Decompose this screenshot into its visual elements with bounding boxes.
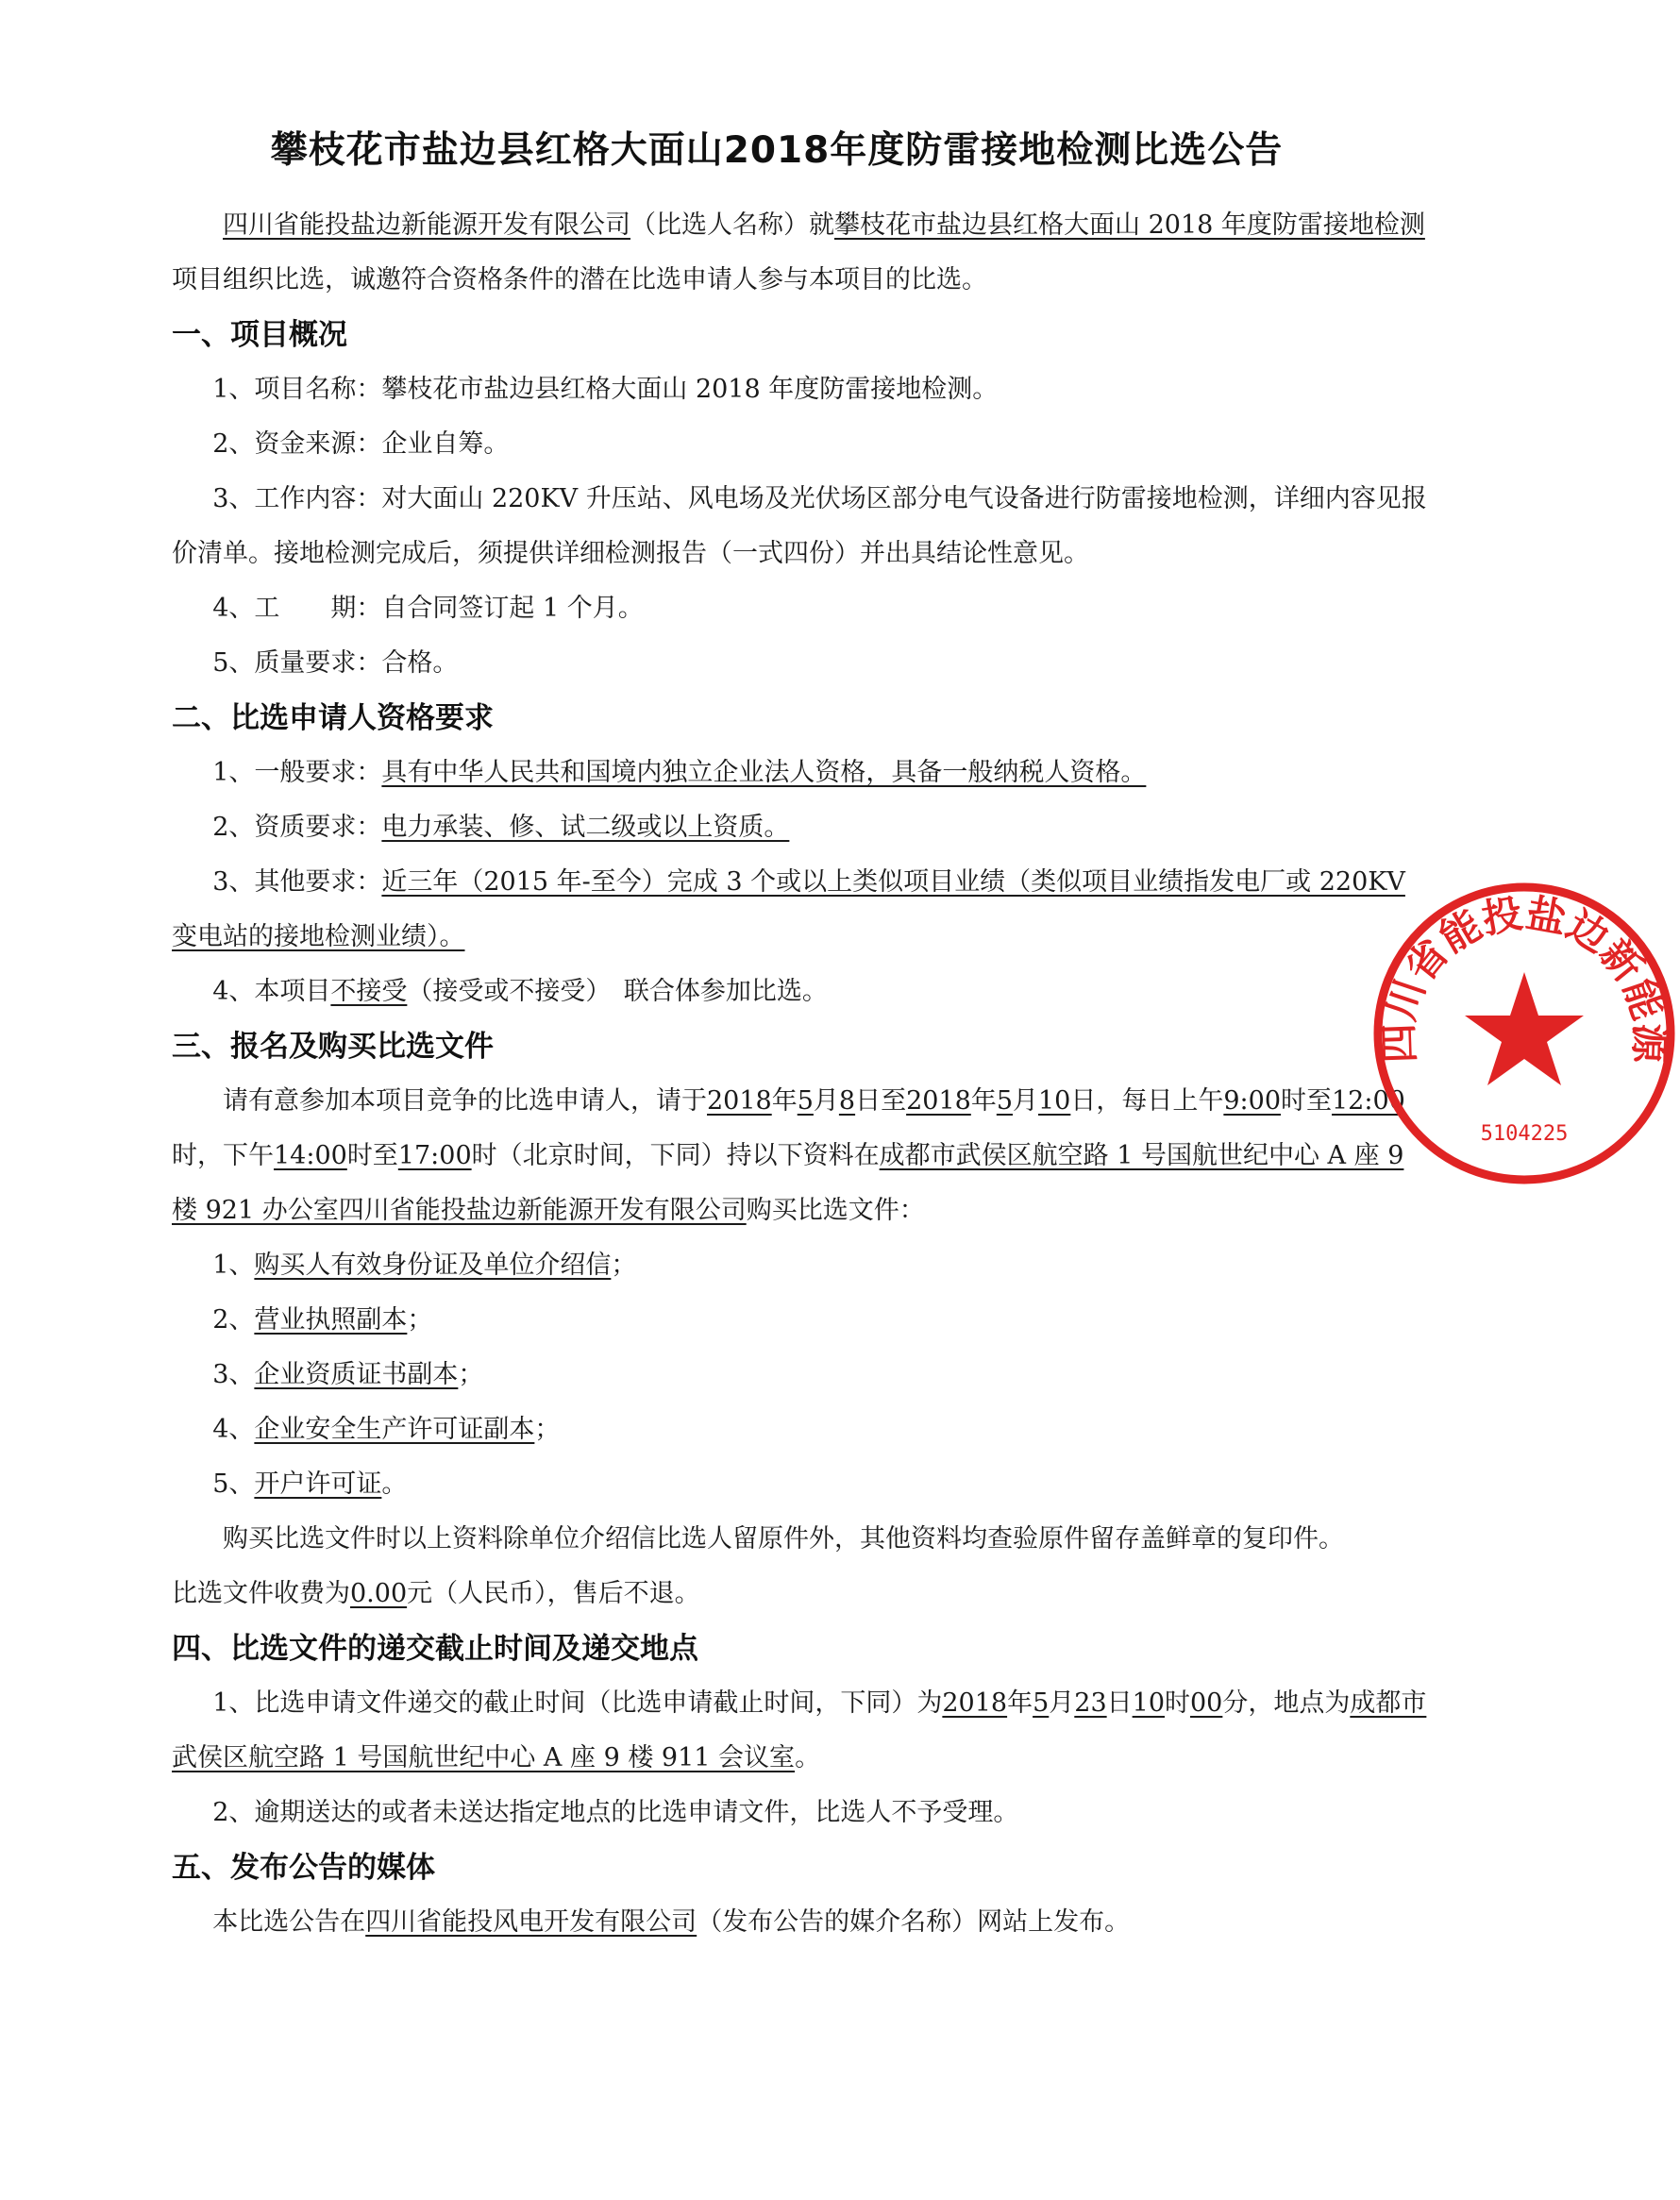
s2-item-2: 2、资质要求：电力承装、修、试二级或以上资质。 <box>212 813 790 842</box>
s2-item-4: 4、本项目不接受（接受或不接受） 联合体参加比选。 <box>212 977 828 1006</box>
page-title: 攀枝花市盐边县红格大面山2018年度防雷接地检测比选公告 <box>270 129 1284 172</box>
bidder-name: 四川省能投盐边新能源开发有限公司 <box>223 210 630 240</box>
s5-paragraph: 本比选公告在四川省能投风电开发有限公司（发布公告的媒介名称）网站上发布。 <box>212 1907 1131 1937</box>
s3-material-2: 2、营业执照副本； <box>212 1305 433 1335</box>
s3-paragraph: 请有意参加本项目竞争的比选申请人，请于2018年5月8日至2018年5月10日，每日上午9:00时至12:00时，下午14:00时至17:00时（北京时间，下同）持以下资料在成都市武侯区航空路 1 号国航世纪中心 A 座 9 楼 921 办公室四川省能投盐边新能源开发有限公司购买比选文件： <box>172 1086 1405 1225</box>
s1-item-1: 1、项目名称：攀枝花市盐边县红格大面山 2018 年度防雷接地检测。 <box>212 375 999 404</box>
seal-code: 5104225 <box>1480 1122 1569 1146</box>
s2-item-3: 3、其他要求：近三年（2015 年-至今）完成 3 个或以上类似项目业绩（类似项目业绩指发电厂或 220KV 变电站的接地检测业绩）。 <box>172 867 1405 951</box>
purchase-address: 成都市武侯区航空路 1 号国航世纪中心 A 座 9 楼 921 办公室四川省能投盐边新能源开发有限公司 <box>172 1141 1404 1225</box>
section-4-heading: 四、比选文件的递交截止时间及递交地点 <box>172 1632 698 1666</box>
s3-material-3: 3、企业资质证书副本； <box>212 1360 484 1389</box>
submission-place: 成都市武侯区航空路 1 号国航世纪中心 A 座 9 楼 911 会议室 <box>172 1688 1427 1772</box>
seal-star-icon <box>1465 972 1584 1085</box>
seal-text: 四川省能投盐边新能源 <box>1375 889 1673 1065</box>
s1-item-5: 5、质量要求：合格。 <box>212 648 459 678</box>
s4-item-1: 1、比选申请文件递交的截止时间（比选申请截止时间，下同）为2018年5月23日10时00分，地点为成都市武侯区航空路 1 号国航世纪中心 A 座 9 楼 911 会议室。 <box>172 1688 1427 1772</box>
s4-item-2: 2、逾期送达的或者未送达指定地点的比选申请文件，比选人不予受理。 <box>212 1798 1019 1827</box>
s3-material-1: 1、购买人有效身份证及单位介绍信； <box>212 1251 637 1280</box>
intro-paragraph: 四川省能投盐边新能源开发有限公司（比选人名称）就攀枝花市盐边县红格大面山 2018 年度防雷接地检测项目组织比选，诚邀符合资格条件的潜在比选申请人参与本项目的比选。 <box>172 210 1425 294</box>
s1-item-3: 3、工作内容：对大面山 220KV 升压站、风电场及光伏场区部分电气设备进行防雷接地检测，详细内容见报价清单。接地检测完成后，须提供详细检测报告（一式四份）并出具结论性意见。 <box>172 484 1427 568</box>
document-body <box>172 198 1427 1950</box>
s1-item-4: 4、工 期：自合同签订起 1 个月。 <box>212 594 644 623</box>
s3-fee: 比选文件收费为0.00元（人民币），售后不退。 <box>172 1579 700 1608</box>
section-2-heading: 二、比选申请人资格要求 <box>172 701 494 735</box>
section-1-heading: 一、项目概况 <box>172 318 347 352</box>
s3-note: 购买比选文件时以上资料除单位介绍信比选人留原件外，其他资料均查验原件留存盖鲜章的复印件。 <box>223 1524 1344 1553</box>
project-name: 攀枝花市盐边县红格大面山 2018 年度防雷接地检测 <box>834 210 1425 240</box>
s3-material-5: 5、开户许可证。 <box>212 1469 408 1499</box>
s1-item-2: 2、资金来源：企业自筹。 <box>212 429 510 459</box>
s3-material-4: 4、企业安全生产许可证副本； <box>212 1415 561 1444</box>
section-5-heading: 五、发布公告的媒体 <box>172 1851 435 1885</box>
s2-item-1: 1、一般要求：具有中华人民共和国境内独立企业法人资格，具备一般纳税人资格。 <box>212 758 1147 787</box>
section-3-heading: 三、报名及购买比选文件 <box>172 1030 494 1064</box>
official-seal-stamp <box>1369 878 1680 1189</box>
